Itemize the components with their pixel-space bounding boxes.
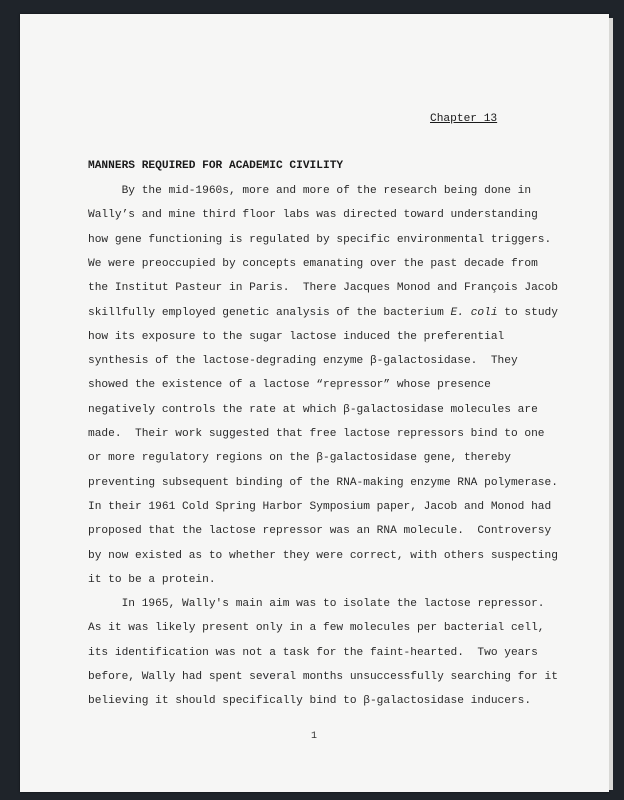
section-title: MANNERS REQUIRED FOR ACADEMIC CIVILITY [88, 160, 344, 172]
text-line: or more regulatory regions on the β-galactosidase gene, thereby [88, 452, 511, 465]
text-line: believing it should specifically bind to β-galactosidase inducers. [88, 695, 532, 708]
page-number: 1 [311, 731, 318, 742]
text-line: preventing subsequent binding of the RNA-making enzyme RNA polymerase. [88, 476, 558, 489]
text-line: the Institut Pasteur in Paris. There Jacques Monod and François Jacob [88, 282, 558, 295]
page-edge [609, 18, 613, 790]
text-line: made. Their work suggested that free lactose repressors bind to one [88, 428, 545, 440]
text-line: it to be a protein. [88, 573, 216, 586]
text-line: As it was likely present only in a few molecules per bacterial cell, [88, 622, 545, 635]
text-line: Wally’s and mine third floor labs was directed toward understanding [88, 209, 538, 222]
text-line: before, Wally had spent several months unsuccessfully searching for it [88, 671, 558, 683]
text-line: synthesis of the lactose-degrading enzyme β-galactosidase. They [88, 355, 518, 368]
text-line: We were preoccupied by concepts emanating over the past decade from [88, 257, 538, 270]
text-line: how its exposure to the sugar lactose induced the preferential [88, 330, 505, 343]
text-line: In 1965, Wally's main aim was to isolate the lactose repressor. [88, 598, 545, 611]
text-line: proposed that the lactose repressor was an RNA molecule. Controversy [88, 525, 552, 538]
text-line: its identification was not a task for the faint-hearted. Two years [88, 646, 538, 659]
text-line: By the mid-1960s, more and more of the research being done in [88, 185, 532, 197]
text-line: how gene functioning is regulated by specific environmental triggers. [88, 233, 552, 246]
text-line: negatively controls the rate at which β-galactosidase molecules are [88, 403, 538, 416]
text-line: In their 1961 Cold Spring Harbor Symposium paper, Jacob and Monod had [88, 500, 552, 513]
chapter-heading: Chapter 13 [430, 113, 498, 125]
text-line: skillfully employed genetic analysis of the bacterium E. coli to study [88, 306, 558, 319]
text-line: by now existed as to whether they were correct, with others suspecting [88, 549, 558, 562]
text-line: showed the existence of a lactose “repressor” whose presence [88, 379, 491, 392]
